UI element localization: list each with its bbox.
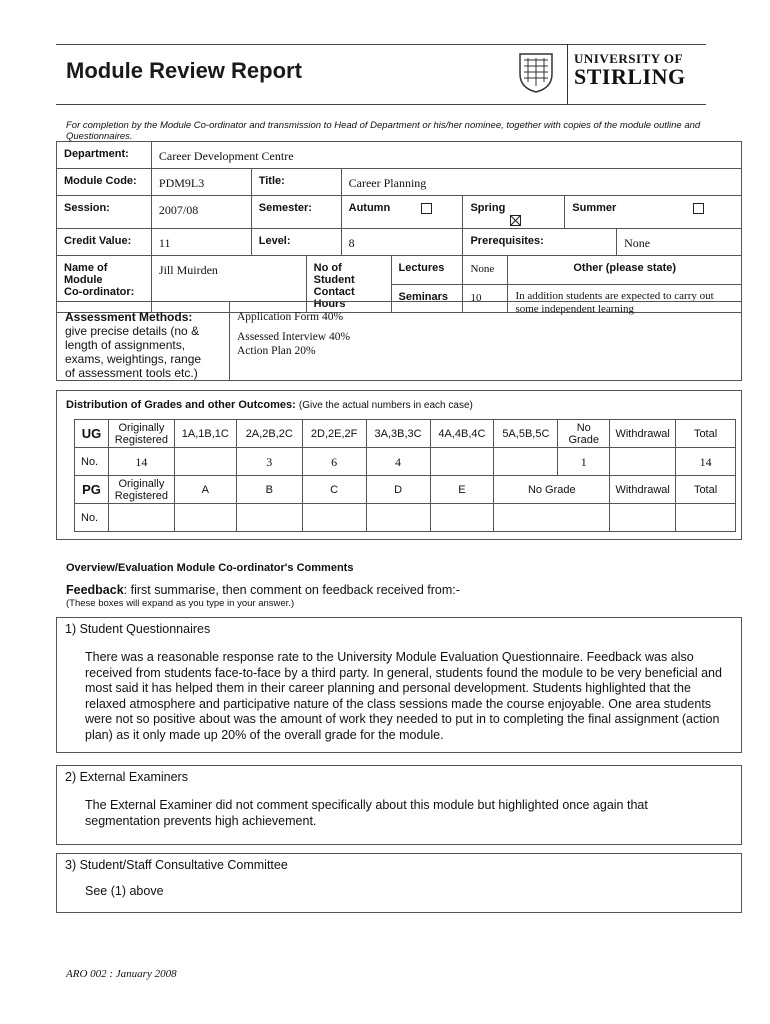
other-label: Other (please state) bbox=[508, 256, 742, 285]
university-name-line1: UNIVERSITY OF bbox=[574, 51, 683, 66]
pg-nograde-header: No Grade bbox=[494, 476, 610, 504]
lectures-label: Lectures bbox=[391, 256, 463, 285]
assessment-desc-line1: give precise details (no & bbox=[65, 324, 200, 338]
module-code-label: Module Code: bbox=[57, 169, 152, 196]
spring-label: Spring bbox=[470, 202, 506, 214]
autumn-label: Autumn bbox=[348, 202, 391, 214]
assessment-desc-line2: length of assignments, bbox=[65, 338, 186, 352]
ug-label: UG bbox=[75, 420, 109, 448]
pg-withdrawal-header: Withdrawal bbox=[610, 476, 676, 504]
ug-col-header: 4A,4B,4C bbox=[430, 420, 494, 448]
section-body: The External Examiner did not comment specifically about this module but highlighted once again that segmentation prevents high achievement. bbox=[85, 798, 648, 828]
pg-value-cell[interactable] bbox=[494, 504, 610, 532]
prerequisites-label: Prerequisites: bbox=[463, 229, 617, 256]
title-label: Title: bbox=[251, 169, 341, 196]
instructions-text: For completion by the Module Co-ordinator and transmission to Head of Department or his/her nominee, together with copies of the module outline and Questionnaires. bbox=[66, 120, 701, 142]
spring-option[interactable] bbox=[463, 196, 565, 229]
coordinator-label-line1: Name of bbox=[64, 262, 108, 274]
ug-value-cell[interactable]: 6 bbox=[302, 448, 366, 476]
assessment-desc-line4: of assessment tools etc.) bbox=[65, 366, 198, 380]
distribution-title: Distribution of Grades and other Outcomes: bbox=[66, 399, 296, 411]
lectures-value[interactable]: None bbox=[463, 256, 508, 285]
consultative-committee-box[interactable] bbox=[56, 853, 742, 913]
contact-hours-line1: No of Student bbox=[313, 262, 355, 286]
semester-label: Semester: bbox=[251, 196, 341, 229]
pg-registered-header bbox=[108, 476, 174, 504]
ug-registered-line2: Registered bbox=[114, 433, 168, 446]
contact-hours-line2: Contact Hours bbox=[313, 286, 355, 310]
ug-nograde-header bbox=[558, 420, 610, 448]
student-questionnaires-box[interactable] bbox=[56, 617, 742, 753]
credit-value[interactable]: 11 bbox=[151, 229, 251, 256]
assessment-item: Application Form 40% bbox=[237, 311, 344, 323]
ug-col-header: 3A,3B,3C bbox=[366, 420, 430, 448]
pg-value-cell[interactable] bbox=[610, 504, 676, 532]
section-title: 3) Student/Staff Consultative Committee bbox=[65, 858, 288, 872]
top-rule bbox=[56, 44, 706, 45]
module-info-table bbox=[56, 141, 742, 313]
summer-checkbox[interactable] bbox=[693, 203, 704, 214]
level-label: Level: bbox=[251, 229, 341, 256]
assessment-desc-line3: exams, weightings, range bbox=[65, 352, 202, 366]
pg-value-cell[interactable] bbox=[366, 504, 430, 532]
section-title: 1) Student Questionnaires bbox=[65, 622, 211, 636]
ug-value-cell[interactable] bbox=[430, 448, 494, 476]
ug-value-cell[interactable]: 3 bbox=[236, 448, 302, 476]
module-code-value[interactable]: PDM9L3 bbox=[151, 169, 251, 196]
ug-value-cell[interactable]: 1 bbox=[558, 448, 610, 476]
ug-nograde-line2: Grade bbox=[568, 433, 600, 446]
level-value[interactable]: 8 bbox=[341, 229, 463, 256]
pg-registered-line1: Originally bbox=[118, 477, 165, 490]
distribution-note: (Give the actual numbers in each case) bbox=[298, 400, 473, 411]
pg-value-cell[interactable] bbox=[174, 504, 236, 532]
page-title: Module Review Report bbox=[66, 58, 302, 83]
other-value-text: In addition students are expected to carry out some independent learning bbox=[515, 289, 714, 315]
ug-nograde-line1: No bbox=[576, 421, 591, 434]
spring-checkbox[interactable] bbox=[510, 215, 521, 226]
credit-label: Credit Value: bbox=[57, 229, 152, 256]
ug-registered-header bbox=[108, 420, 174, 448]
feedback-line bbox=[66, 583, 460, 597]
section-body: See (1) above bbox=[85, 884, 164, 898]
summer-option[interactable] bbox=[565, 196, 742, 229]
seminars-value[interactable]: 10 bbox=[463, 284, 508, 313]
summer-label: Summer bbox=[572, 202, 617, 214]
pg-value-cell[interactable] bbox=[676, 504, 736, 532]
department-label: Department: bbox=[57, 142, 152, 169]
pg-value-cell[interactable] bbox=[302, 504, 366, 532]
distribution-table bbox=[74, 419, 736, 532]
ug-col-header: 1A,1B,1C bbox=[174, 420, 236, 448]
distribution-box bbox=[56, 390, 742, 540]
coordinator-label-line3: Co-ordinator: bbox=[64, 286, 135, 298]
pg-col-header: D bbox=[366, 476, 430, 504]
feedback-instruction: : first summarise, then comment on feedback received from:- bbox=[123, 583, 460, 597]
pg-value-cell[interactable] bbox=[430, 504, 494, 532]
department-value[interactable]: Career Development Centre bbox=[151, 142, 741, 169]
session-label: Session: bbox=[57, 196, 152, 229]
pg-col-header: B bbox=[236, 476, 302, 504]
university-name-line2: STIRLING bbox=[574, 64, 686, 89]
ug-value-cell[interactable]: 14 bbox=[676, 448, 736, 476]
pg-col-header: A bbox=[174, 476, 236, 504]
prerequisites-value[interactable]: None bbox=[617, 229, 742, 256]
feedback-note: (These boxes will expand as you type in your answer.) bbox=[66, 598, 295, 609]
ug-value-cell[interactable] bbox=[494, 448, 558, 476]
ug-col-header: 5A,5B,5C bbox=[494, 420, 558, 448]
section-title: 2) External Examiners bbox=[65, 770, 188, 784]
overview-title: Overview/Evaluation Module Co-ordinator's Comments bbox=[66, 562, 354, 574]
seminars-label: Seminars bbox=[391, 284, 463, 313]
assessment-heading: Assessment Methods: bbox=[65, 310, 193, 324]
pg-col-header: E bbox=[430, 476, 494, 504]
session-value[interactable]: 2007/08 bbox=[151, 196, 251, 229]
ug-withdrawal-header: Withdrawal bbox=[610, 420, 676, 448]
pg-value-cell[interactable] bbox=[108, 504, 174, 532]
section-body: There was a reasonable response rate to the University Module Evaluation Questionnaire. Feedback was also received from students face-to-face by a third party. In general, students found the module to be very beneficial and most said it has helped them in their career planning and personal development. Students highlighted that the relaxed atmosphere and participative nature of the class sessions made the course enjoyable. One area students were not so positive about was the amount of work they needed to put in to completing the final assignment (action plan) as it only made up 20% of the overall grade for the module. bbox=[85, 650, 722, 742]
header-bottom-rule bbox=[56, 104, 706, 105]
ug-col-header: 2D,2E,2F bbox=[302, 420, 366, 448]
pg-registered-line2: Registered bbox=[114, 489, 168, 502]
ug-col-header: 2A,2B,2C bbox=[236, 420, 302, 448]
pg-col-header: C bbox=[302, 476, 366, 504]
assessment-item: Assessed Interview 40% bbox=[237, 331, 351, 343]
title-value[interactable]: Career Planning bbox=[341, 169, 741, 196]
distribution-heading bbox=[66, 399, 473, 411]
external-examiners-box[interactable] bbox=[56, 765, 742, 845]
ug-value-cell[interactable] bbox=[610, 448, 676, 476]
autumn-option[interactable] bbox=[341, 196, 463, 229]
assessment-details[interactable] bbox=[237, 310, 350, 358]
logo-divider bbox=[567, 44, 568, 104]
ug-value-cell[interactable]: 4 bbox=[366, 448, 430, 476]
assessment-label-block bbox=[57, 302, 230, 380]
ug-value-cell[interactable]: 14 bbox=[108, 448, 174, 476]
ug-no-label: No. bbox=[75, 448, 109, 476]
coordinator-label-line2: Module bbox=[64, 274, 103, 286]
feedback-label: Feedback bbox=[66, 583, 124, 597]
coordinator-value[interactable]: Jill Muirden bbox=[151, 256, 306, 313]
university-crest-icon bbox=[516, 50, 556, 94]
pg-value-cell[interactable] bbox=[236, 504, 302, 532]
ug-value-cell[interactable] bbox=[174, 448, 236, 476]
ug-total-header: Total bbox=[676, 420, 736, 448]
footer-code: ARO 002 : January 2008 bbox=[66, 968, 177, 980]
pg-no-label: No. bbox=[75, 504, 109, 532]
assessment-methods-box bbox=[56, 301, 742, 381]
ug-registered-line1: Originally bbox=[118, 421, 165, 434]
assessment-item: Action Plan 20% bbox=[237, 345, 316, 357]
autumn-checkbox[interactable] bbox=[421, 203, 432, 214]
pg-label: PG bbox=[75, 476, 109, 504]
pg-total-header: Total bbox=[676, 476, 736, 504]
